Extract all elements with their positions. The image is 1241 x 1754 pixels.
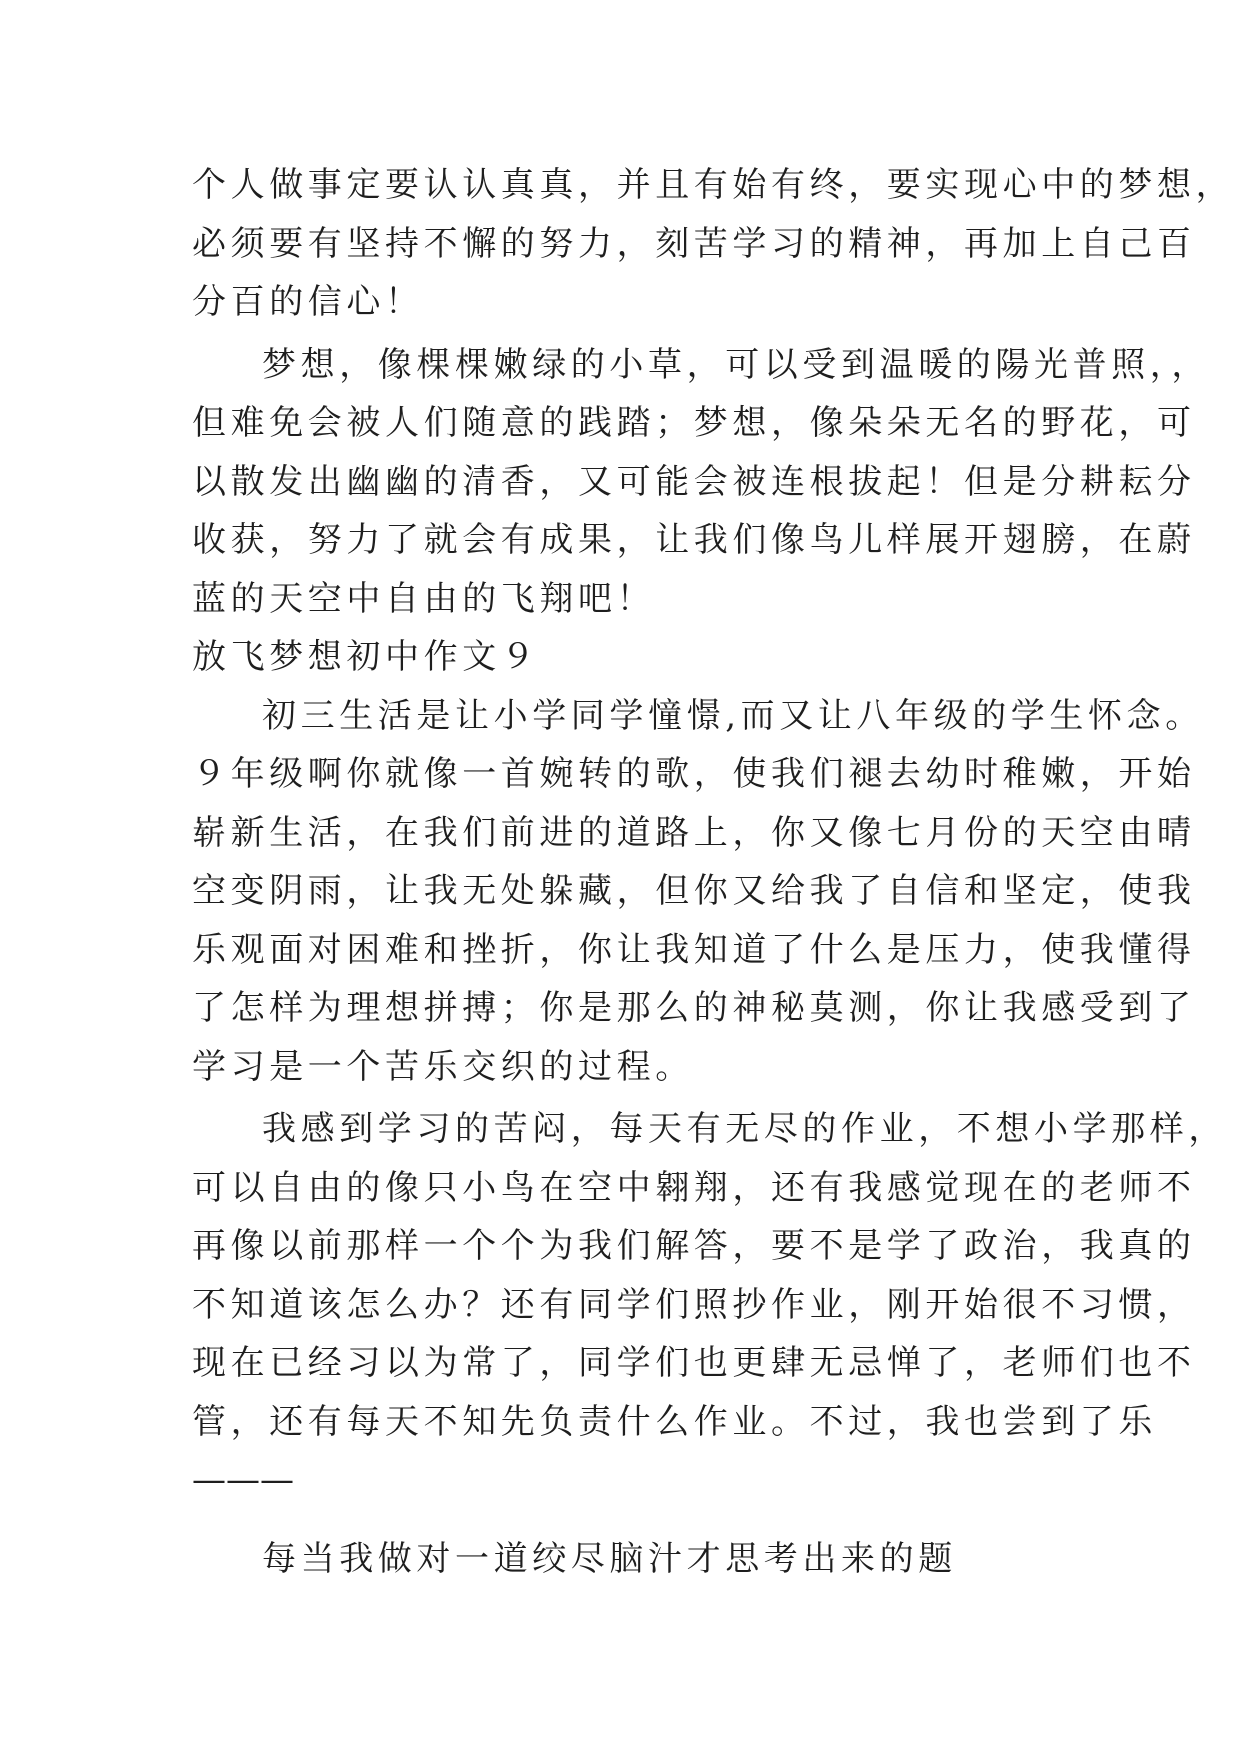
text-line: 必须要有坚持不懈的努力，刻苦学习的精神，再加上自己百	[192, 223, 1196, 264]
paragraph	[192, 1100, 1227, 1510]
text-line: 以散发出幽幽的清香，又可能会被连根拔起！但是分耕耘分	[192, 461, 1196, 502]
document-body	[192, 156, 1235, 1588]
text-line: 学习是一个苦乐交织的过程。	[192, 1046, 694, 1087]
text-line: 但难免会被人们随意的践踏；梦想，像朵朵无名的野花，可	[192, 403, 1196, 443]
text-line: 乐观面对困难和挫折，你让我知道了什么是压力，使我懂得	[192, 929, 1196, 970]
paragraph	[192, 336, 1210, 629]
text-line: 不知道该怎么办？还有同学们照抄作业，刚开始很不习惯，	[192, 1284, 1196, 1325]
text-line: 我感到学习的苦闷，每天有无尽的作业，不想小学那样，	[262, 1109, 1227, 1149]
text-line: 崭新生活，在我们前进的道路上，你又像七月份的天空由晴	[192, 812, 1196, 853]
text-line: 现在已经习以为常了，同学们也更肆无忌惮了，老师们也不	[192, 1343, 1196, 1383]
paragraph	[192, 687, 1204, 1097]
paragraph	[192, 156, 1235, 332]
text-line: 分百的信心！	[192, 282, 424, 322]
text-line: 个人做事定要认认真真，并且有始有终，要实现心中的梦想，	[192, 165, 1235, 205]
heading-text: 放飞梦想初中作文９	[192, 637, 540, 677]
text-line: 管，还有每天不知先负责什么作业。不过，我也尝到了乐	[192, 1401, 1157, 1442]
text-line: 蓝的天空中自由的飞翔吧！	[192, 578, 656, 619]
text-line: 每当我做对一道绞尽脑汁才思考出来的题	[262, 1538, 957, 1579]
dash-line: ———	[192, 1460, 294, 1500]
text-line: 可以自由的像只小鸟在空中翱翔，还有我感觉现在的老师不	[192, 1167, 1196, 1208]
text-line: 初三生活是让小学同学憧憬,而又让八年级的学生怀念。	[262, 695, 1204, 736]
section-heading	[192, 628, 1072, 687]
text-line: 了怎样为理想拼搏；你是那么的神秘莫测，你让我感受到了	[192, 988, 1196, 1028]
text-line: 收获，努力了就会有成果，让我们像鸟儿样展开翅膀，在蔚	[192, 520, 1196, 560]
paragraph	[192, 1530, 1072, 1589]
text-line: 再像以前那样一个个为我们解答，要不是学了政治，我真的	[192, 1226, 1196, 1266]
text-line: 梦想，像棵棵嫩绿的小草，可以受到温暖的陽光普照，，	[262, 344, 1210, 385]
text-line: 空变阴雨，让我无处躲藏，但你又给我了自信和坚定，使我	[192, 871, 1196, 911]
text-line: ９年级啊你就像一首婉转的歌，使我们褪去幼时稚嫩，开始	[192, 754, 1196, 794]
